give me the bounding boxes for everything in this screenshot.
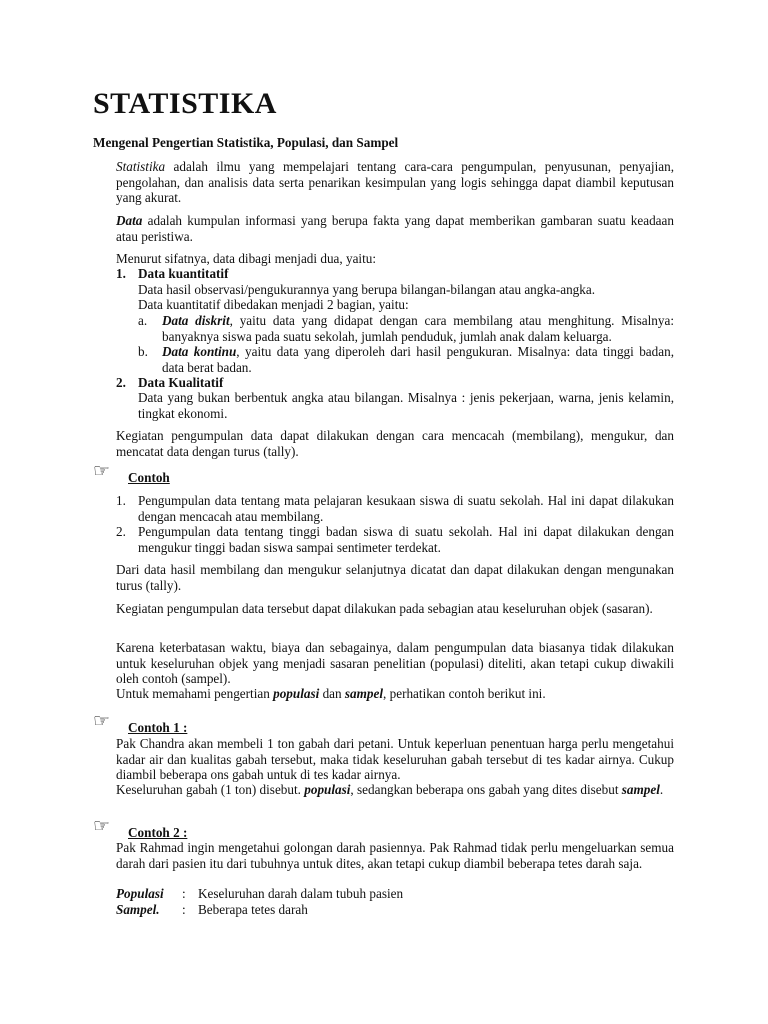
kontinu-text: , yaitu data yang diperoleh dari hasil pengukuran. Misalnya: data tinggi badan, data berat badan.: [162, 344, 674, 375]
diskrit-letter: a.: [138, 313, 148, 328]
section-subtitle: Mengenal Pengertian Statistika, Populasi, dan Sampel: [93, 135, 399, 150]
contoh-item-1-text: Pengumpulan data tentang mata pelajaran kesukaan siswa di suatu sekolah. Hal ini dapat dilakukan dengan mencacah atau membilang.: [138, 493, 674, 524]
sampel-colon: :: [182, 902, 186, 917]
populasi-row: [116, 886, 403, 902]
statistika-term: Statistika: [116, 159, 166, 174]
data-definition: [116, 213, 674, 244]
contoh-1-heading: Contoh 1 :: [128, 720, 188, 735]
kegiatan-paragraph-2: Kegiatan pengumpulan data tersebut dapat dilakukan pada sebagian atau keseluruhan objek (sasaran).: [116, 601, 653, 616]
data-term: Data: [116, 213, 143, 228]
kegiatan-paragraph-1: Kegiatan pengumpulan data dapat dilakukan dengan cara mencacah (membilang), mengukur, dan mencatat data dengan turus (tally).: [116, 428, 674, 459]
dari-paragraph: Dari data hasil membilang dan mengukur selanjutnya dicatat dan dapat dilakukan dengan mengunakan turus (tally).: [116, 562, 674, 593]
sampel-term: sampel: [344, 686, 384, 701]
populasi-colon: :: [182, 886, 186, 901]
contoh-item-1-number: 1.: [116, 493, 126, 508]
kuantitatif-title: Data kuantitatif: [138, 266, 229, 281]
sampel-row: [116, 902, 308, 918]
contoh-2-text: Pak Rahmad ingin mengetahui golongan darah pasiennya. Pak Rahmad tidak perlu mengeluarkan semua darah dari pasien itu dari tubuhnya untuk dites, akan tetapi cukup diambil beberapa tetes darah saja.: [116, 840, 674, 871]
contoh-item-2-text: Pengumpulan data tentang tinggi badan siswa di suatu sekolah. Hal ini dapat dilakukan dengan mengukur tinggi badan siswa sampai sentimeter terdekat.: [138, 524, 674, 555]
pointing-hand-icon: ☞: [93, 815, 111, 837]
kualitatif-title: Data Kualitatif: [138, 375, 224, 390]
statistika-definition-text: adalah ilmu yang mempelajari tentang cara-cara pengumpulan, penyusunan, penyajian, pengolahan, dan analisis data serta penarikan kesimpulan yang logis sehingga dapat diambil keputusan yang akurat.: [116, 159, 674, 206]
populasi-value: Keseluruhan darah dalam tubuh pasien: [198, 886, 404, 901]
kuantitatif-heading: [116, 266, 228, 282]
populasi-label: Populasi: [116, 886, 164, 901]
contoh-1-conclusion: Keseluruhan gabah (1 ton) disebut. populasi, sedangkan beberapa ons gabah yang dites disebut sampel.: [116, 782, 664, 797]
memahami-line: Untuk memahami pengertian populasi dan sampel, perhatikan contoh berikut ini.: [116, 686, 546, 701]
kontinu-term: Data kontinu: [162, 344, 237, 359]
kualitatif-text: Data yang bukan berbentuk angka atau bilangan. Misalnya : jenis pekerjaan, warna, jenis kelamin, tingkat ekonomi.: [138, 390, 674, 421]
sifat-intro: Menurut sifatnya, data dibagi menjadi dua, yaitu:: [116, 251, 377, 266]
statistika-definition: [116, 159, 674, 206]
pointing-hand-icon: ☞: [93, 460, 111, 482]
diskrit-text: , yaitu data yang didapat dengan cara membilang atau menghitung. Misalnya: banyaknya siswa pada suatu sekolah, jumlah penduduk, jumlah anak dalam keluarga.: [162, 313, 675, 344]
contoh-heading: Contoh: [128, 470, 170, 485]
diskrit-term: Data diskrit: [162, 313, 230, 328]
kualitatif-number: 2.: [116, 375, 126, 390]
page-title: STATISTIKA: [93, 87, 277, 120]
contoh-1-text: Pak Chandra akan membeli 1 ton gabah dari petani. Untuk keperluan penentuan harga perlu mengetahui kadar air dan kualitas gabah tersebut, maka tidak keseluruhan gabah tersebut di tes kadar airnya. Cukup diambil beberapa ons gabah untuk di tes kadar airnya.: [116, 736, 674, 783]
kuantitatif-number: 1.: [116, 266, 126, 281]
kuantitatif-line2: Data kuantitatif dibedakan menjadi 2 bagian, yaitu:: [138, 297, 409, 312]
sampel-label: Sampel.: [116, 902, 160, 917]
kualitatif-heading: [116, 375, 223, 391]
populasi-term: populasi: [273, 686, 320, 701]
data-definition-text: adalah kumpulan informasi yang berupa fakta yang dapat memberikan gambaran suatu keadaan atau peristiwa.: [116, 213, 674, 244]
sampel-value: Beberapa tetes darah: [198, 902, 308, 917]
kontinu-letter: b.: [138, 344, 148, 359]
kontinu-item: [162, 344, 674, 375]
kuantitatif-line1: Data hasil observasi/pengukurannya yang berupa bilangan-bilangan atau angka-angka.: [138, 282, 595, 297]
contoh-item-2-number: 2.: [116, 524, 126, 539]
contoh-2-heading: Contoh 2 :: [128, 825, 188, 840]
karena-paragraph: Karena keterbatasan waktu, biaya dan sebagainya, dalam pengumpulan data biasanya tidak dilakukan untuk keseluruhan objek yang menjadi sasaran penelitian (populasi) diteliti, akan tetapi cukup diwakili oleh contoh (sampel).: [116, 640, 674, 687]
pointing-hand-icon: ☞: [93, 710, 111, 732]
diskrit-item: [162, 313, 674, 344]
